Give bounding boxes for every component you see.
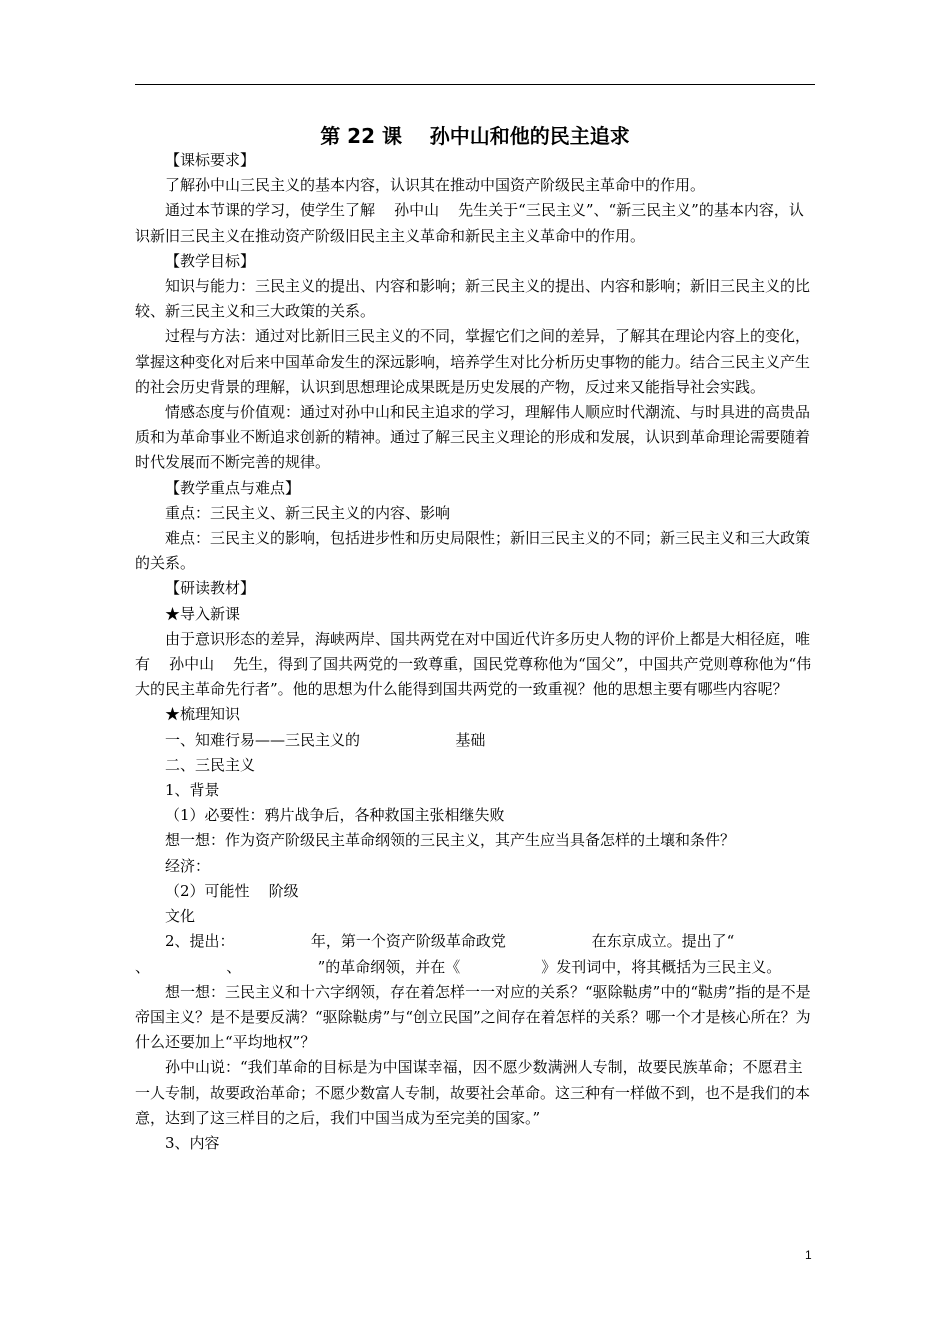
list-item: （2）可能性 阶级 [165, 881, 299, 900]
subheading-knowledge: ★梳理知识 [165, 705, 241, 724]
paragraph: 孙中山说：“我们革命的目标是为中国谋幸福，因不愿少数满洲人专制，故要民族革命；不愿君主一人专制，故要政治革命；不愿少数富人专制，故要社会革命。这三种有一样做不到，也不是我们的本意，达到了这三样目的之后，我们中国当成为至完美的国家。” [135, 1058, 811, 1127]
heading-key-points: 【教学重点与难点】 [165, 478, 301, 497]
list-item: 经济： [165, 856, 211, 875]
header-rule [135, 84, 815, 85]
list-item: 文化 [165, 907, 196, 926]
list-item: 一、知难行易——三民主义的 基础 [165, 730, 486, 749]
paragraph: 想一想：三民主义和十六字纲领，存在着怎样一一对应的关系？“驱除鞑虏”中的“鞑虏”指的是不是帝国主义？是不是要反满？“驱除鞑虏”与“创立民国”之间存在着怎样的关系？哪一个才是核心所在？为什么还要加上“平均地权”？ [135, 982, 811, 1052]
paragraph: 2、提出： 年，第一个资产阶级革命政党 在东京成立。提出了“ 、 、 ”的革命纲领，并在《 》发刊词中，将其概括为三民主义。 [135, 932, 811, 976]
paragraph: 想一想：作为资产阶级民主革命纲领的三民主义，其产生应当具备怎样的土壤和条件？ [165, 831, 736, 850]
list-item: 3、内容 [165, 1133, 220, 1152]
paragraph: 难点：三民主义的影响，包括进步性和历史局限性；新旧三民主义的不同；新三民主义和三大政策的关系。 [135, 529, 811, 573]
paragraph: 过程与方法：通过对比新旧三民主义的不同，掌握它们之间的差异，了解其在理论内容上的变化，掌握这种变化对后来中国革命发生的深远影响，培养学生对比分析历史事物的能力。结合三民主义产生的社会历史背景的理解，认识到思想理论成果既是历史发展的产物，反过来又能指导社会实践。 [135, 327, 811, 396]
document-body [135, 148, 815, 1156]
list-item: （1）必要性：鸦片战争后，各种救国主张相继失败 [165, 806, 505, 825]
subheading-intro: ★导入新课 [165, 604, 241, 623]
lesson-title: 第 22 课 孙中山和他的民主追求 [320, 124, 630, 148]
paragraph: 情感态度与价值观：通过对孙中山和民主追求的学习，理解伟人顺应时代潮流、与时具进的高贵品质和为革命事业不断追求创新的精神。通过了解三民主义理论的形成和发展，认识到革命理论需要随着时代发展而不断完善的规律。 [135, 403, 811, 472]
paragraph: 了解孙中山三民主义的基本内容，认识其在推动中国资产阶级民主革命中的作用。 [165, 176, 706, 195]
paragraph: 通过本节课的学习，使学生了解 孙中山 先生关于“三民主义”、“新三民主义”的基本内容，认识新旧三民主义在推动资产阶级旧民主主义革命和新民主主义革命中的作用。 [135, 201, 804, 245]
paragraph: 重点：三民主义、新三民主义的内容、影响 [165, 503, 451, 522]
list-item: 1、背景 [165, 781, 220, 800]
heading-study: 【研读教材】 [165, 579, 256, 598]
heading-objectives: 【教学目标】 [165, 251, 256, 270]
page-number: 1 [805, 1248, 812, 1262]
list-item: 二、三民主义 [165, 755, 256, 774]
heading-curriculum: 【课标要求】 [165, 151, 256, 169]
paragraph: 知识与能力：三民主义的提出、内容和影响；新三民主义的提出、内容和影响；新旧三民主义的比较、新三民主义和三大政策的关系。 [135, 277, 811, 321]
paragraph: 由于意识形态的差异，海峡两岸、国共两党在对中国近代许多历史人物的评价上都是大相径庭，唯有 孙中山 先生，得到了国共两党的一致尊重，国民党尊称他为“国父”，中国共产党则尊称他为“伟大的民主革命先行者”。他的思想为什么能得到国共两党的一致重视？他的思想主要有哪些内容呢？ [135, 629, 812, 699]
